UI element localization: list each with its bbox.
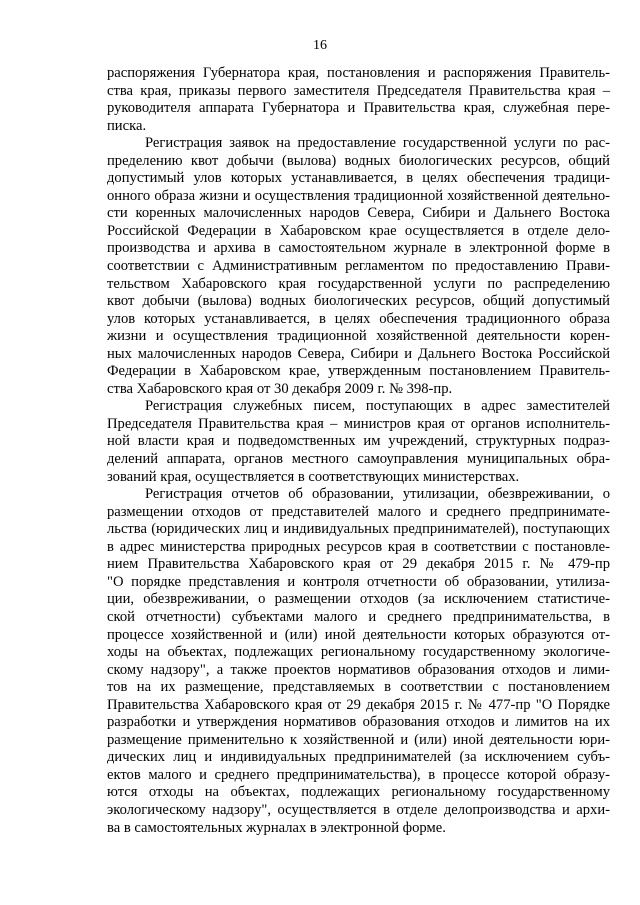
text-line: онного образа жизни и осуществления традиционной хозяйственной деятельно- [107,187,610,204]
text-line: ства края, приказы первого заместителя Председателя Правительства края – [107,82,610,99]
text-line: допустимый улов которых устанавливается, в целях обеспечения традици- [107,170,610,187]
text-line: размещении отходов от представителей малого и среднего предпринимате- [107,503,610,520]
text-line: Регистрация заявок на предоставление государственной услуги по рас- [145,135,610,152]
text-line: ются отходы на объектах, подлежащих региональному государственному [107,784,610,801]
text-line: ской отчетности) субъектами малого и среднего предпринимательства, в [107,608,610,625]
text-line: Федерации в Хабаровском крае, утвержденным постановлением Правитель- [107,363,610,380]
text-line: "О порядке представления и контроля отчетности об образовании, утилиза- [107,573,610,590]
text-line: делений аппарата, органов местного самоуправления муниципальных обра- [107,451,610,468]
text-line: ства Хабаровского края от 30 декабря 2009 г. № 398-пр. [107,380,453,397]
text-line: ектов малого и среднего предпринимательства), в процессе которой образу- [107,766,610,783]
text-line: ных малочисленных народов Севера, Сибири и Дальнего Востока Российской [107,345,610,362]
text-line: дических лиц и индивидуальных предпринимателей (за исключением субъ- [107,749,610,766]
paragraph [107,398,610,486]
text-line: ходы на объектах, подлежащих региональному государственному экологиче- [107,644,610,661]
page-number: 16 [313,38,327,53]
text-line: в адрес министерства природных ресурсов края в соответствии с постановле- [107,538,610,555]
text-line: руководителя аппарата Губернатора и Правительства края, служебная пере- [107,100,610,117]
text-line: ной власти края и подведомственных им учреждений, структурных подраз- [107,433,610,450]
text-line: соответствии с Административным регламентом по предоставлению Прави- [107,258,610,275]
text-line: жизни и осуществления традиционной хозяйственной деятельности корен- [107,328,610,345]
body-text [107,65,610,837]
text-line: скому надзору", а также проектов нормативов образования отходов и лими- [107,661,610,678]
text-line: размещение применительно к хозяйственной и (или) иной деятельности юри- [107,731,610,748]
text-line: тельством Хабаровского края государственной услуги по распределению [107,275,610,292]
text-line: квот добычи (вылова) водных биологических ресурсов, общий допустимый [107,293,610,310]
text-line: Регистрация отчетов об образовании, утилизации, обезвреживании, о [145,486,610,503]
text-line: процессе хозяйственной и (или) иной деятельности которых образуются от- [107,626,610,643]
paragraph [107,135,610,398]
text-line: нием Правительства Хабаровского края от 29 декабря 2015 г. № 479-пр [107,556,610,573]
text-line: льства (юридических лиц и индивидуальных предпринимателей), поступающих [107,521,610,538]
text-line: разработки и утверждения нормативов образования отходов и лимитов на их [107,714,610,731]
text-line: пределению квот добычи (вылова) водных биологических ресурсов, общий [107,152,610,169]
text-line: производства и архива в самостоятельном журнале в электронной форме в [107,240,610,257]
text-line: экологическому надзору", осуществляется в отделе делопроизводства и архи- [107,801,610,818]
paragraph [107,65,610,135]
text-line: Регистрация служебных писем, поступающих в адрес заместителей [145,398,610,415]
text-line: распоряжения Губернатора края, постановления и распоряжения Правитель- [107,65,610,81]
text-line: ва в самостоятельных журналах в электронной форме. [107,819,446,836]
text-line: ции, обезвреживании, о размещении отходов (за исключением статистиче- [107,591,610,608]
text-line: писка. [107,117,147,134]
text-line: тов на их размещение, представляемых в соответствии с постановлением [107,679,610,696]
paragraph [107,486,610,837]
text-line: зований края, осуществляется в соответствующих министерствах. [107,468,520,485]
text-line: Российской Федерации в Хабаровском крае осуществляется в отделе дело- [107,222,610,239]
text-line: Председателя Правительства края – министров края от органов исполнитель- [107,415,610,432]
text-line: сти коренных малочисленных народов Севера, Сибири и Дальнего Востока [107,205,610,222]
text-line: Правительства Хабаровского края от 29 декабря 2015 г. № 477-пр "О Порядке [107,696,610,713]
text-line: улов которых устанавливается, в целях обеспечения традиционного образа [107,310,610,327]
